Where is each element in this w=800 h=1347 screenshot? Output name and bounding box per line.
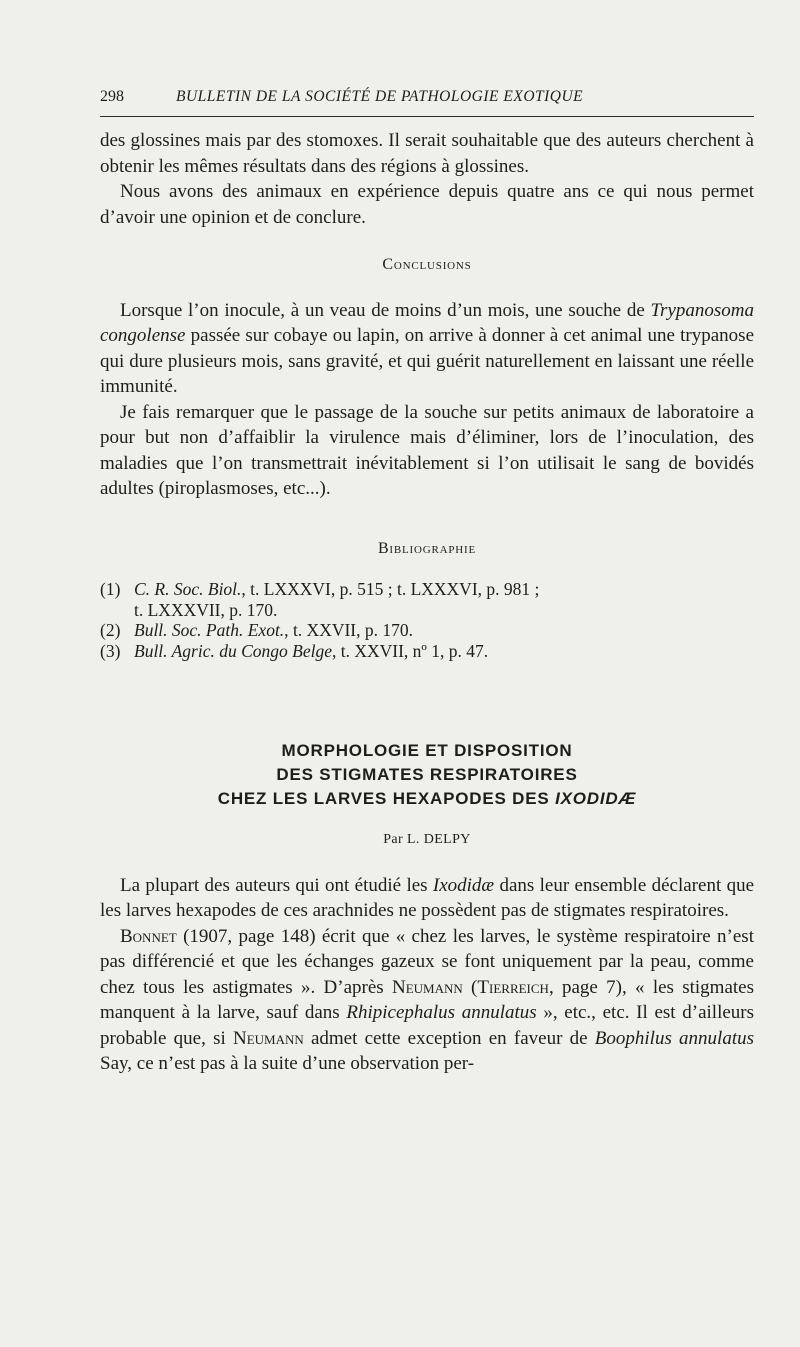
- author-name: Bonnet: [120, 925, 177, 947]
- reference-item: [100, 620, 754, 641]
- page-body: [100, 128, 754, 1077]
- bibliography-heading: Bibliographie: [377, 539, 477, 557]
- conclusions-heading: Conclusions: [382, 256, 472, 273]
- page-number: 298: [100, 88, 124, 105]
- taxon-name: Ixodidæ: [432, 874, 495, 896]
- article-title-line: MORPHOLOGIE ET DISPOSITION: [281, 741, 573, 760]
- header-rule: [100, 116, 754, 117]
- journal-title: BULLETIN DE LA SOCIÉTÉ DE PATHOLOGIE EXOTIQUE: [176, 88, 584, 105]
- continuation-paragraph-2: Nous avons des animaux en expérience depuis quatre ans ce qui nous permet d’avoir une opinion et de conclure.: [100, 181, 754, 228]
- reference-source: Bull. Soc. Path. Exot.,: [134, 620, 289, 640]
- reference-detail: , t. LXXXVI, p. 515 ; t. LXXXVI, p. 981 ;: [241, 579, 540, 599]
- article-paragraph-1: La plupart des auteurs qui ont étudié les Ixodidæ dans leur ensemble déclarent que les larves hexapodes de ces arachnides ne possèdent pas de stigmates respiratoires.: [100, 874, 754, 921]
- work-name: Tierreich: [477, 976, 549, 998]
- reference-continuation: t. LXXXVII, p. 170.: [134, 599, 278, 620]
- conclusions-paragraph-2: Je fais remarquer que le passage de la souche sur petits animaux de laboratoire a pour but non d’affaiblir la virulence mais d’éliminer, lors de l’inoculation, des maladies que l’on transmettrait inévitablement si l’on utilisait le sang de bovidés adultes (piroplasmoses, etc...).: [100, 401, 754, 499]
- reference-source: C. R. Soc. Biol.: [134, 579, 242, 599]
- author-name: Neumann: [391, 976, 463, 998]
- reference-number: (2): [100, 620, 121, 640]
- reference-number: (3): [100, 640, 121, 661]
- species-name: Trypanosoma congolense: [100, 299, 754, 346]
- article-author: Par L. DELPY: [383, 832, 471, 847]
- species-name: Boophilus annulatus: [594, 1027, 755, 1049]
- article-title-line: DES STIGMATES RESPIRATOIRES: [276, 765, 578, 784]
- conclusions-paragraph-1: Lorsque l’on inocule, à un veau de moins d’un mois, une souche de Trypanosoma congolense passée sur cobaye ou lapin, on arrive à donner à cet animal une trypanose qui dure plusieurs mois, sans gravité, et qui guérit naturellement en laissant une réelle immunité.: [100, 299, 754, 397]
- article-title-line: CHEZ LES LARVES HEXAPODES DES IXODIDÆ: [217, 789, 637, 808]
- article-title: [100, 739, 754, 811]
- reference-list: [100, 579, 754, 661]
- author-name: Neumann: [232, 1027, 304, 1049]
- reference-item: [100, 579, 754, 600]
- reference-detail: , t. XXVII, nº 1, p. 47.: [332, 640, 489, 661]
- article-paragraph-2: Bonnet (1907, page 148) écrit que « chez les larves, le système respiratoire n’est pas différencié et que les échanges gazeux se font uniquement par la peau, comme chez tous les astigmates ». D’après Neumann (Tierreich, page 7), « les stigmates manquent à la larve, sauf dans Rhipicephalus annulatus », etc., etc. Il est d’ailleurs probable que, si Neumann admet cette exception en faveur de Boophilus annulatus Say, ce n’est pas à la suite d’une observation per-: [100, 925, 755, 1074]
- species-name: Rhipicephalus annulatus: [346, 1002, 537, 1023]
- continuation-paragraph: des glossines mais par des stomoxes. Il serait souhaitable que des auteurs cherchent à obtenir les mêmes résultats dans des régions à glossines.: [100, 130, 754, 177]
- running-header: [100, 86, 754, 112]
- reference-detail: t. XXVII, p. 170.: [288, 620, 413, 640]
- reference-number: (1): [100, 579, 121, 599]
- reference-source: Bull. Agric. du Congo Belge: [134, 640, 332, 661]
- reference-item: [100, 641, 754, 662]
